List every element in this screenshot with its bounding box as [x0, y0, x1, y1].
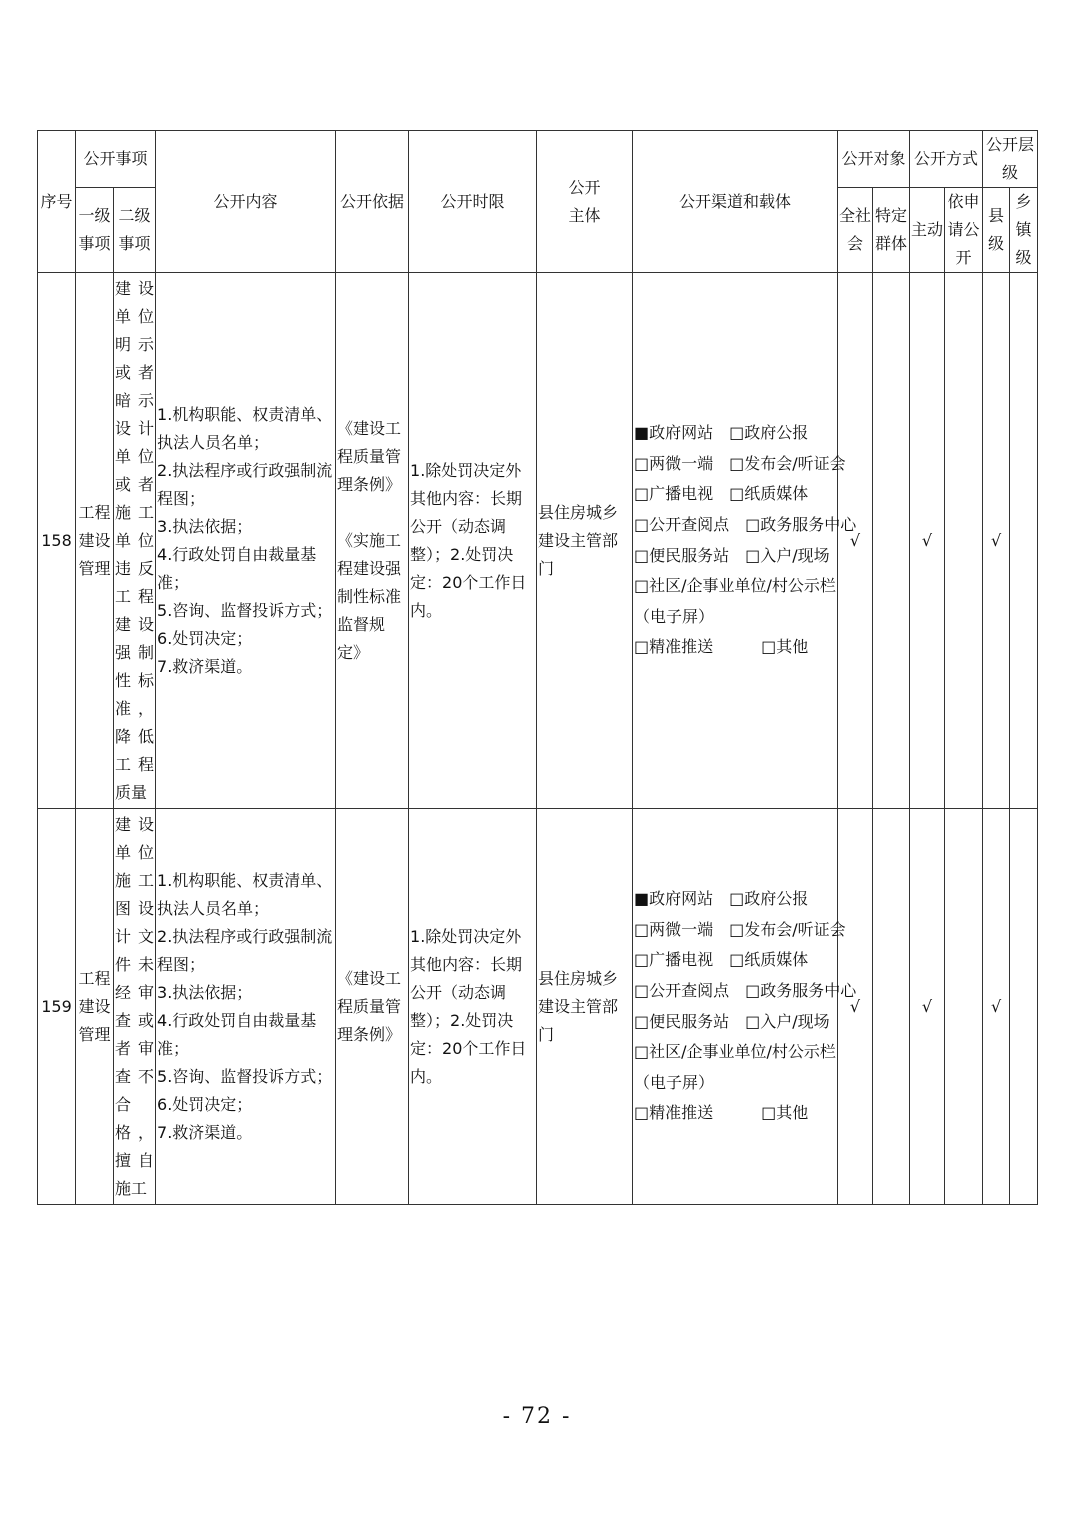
row-level-town	[1010, 809, 1038, 1205]
row-item-l1	[76, 809, 114, 1205]
cell-line: 建 设	[115, 278, 155, 298]
header-seq: 序号	[38, 131, 76, 273]
cell-line: □社区/企事业单位/村公示栏（电子屏）	[634, 1042, 836, 1092]
cell-line: 建 设	[115, 814, 155, 834]
cell-line: □两微一端 □发布会/听证会	[634, 453, 846, 473]
cell-line: 单 位	[115, 530, 155, 550]
cell-line: 1.机构职能、权责清单、执法人员名单；	[157, 870, 333, 918]
header-item-l2: 二级事项	[114, 188, 156, 273]
row-subject: 县住房城乡建设主管部门	[537, 809, 633, 1205]
header-method: 公开方式	[910, 131, 983, 188]
row-seq: 159	[38, 809, 76, 1205]
cell-line: □两微一端 □发布会/听证会	[634, 919, 846, 939]
cell-line: 工 程	[115, 586, 155, 606]
row-channel	[633, 273, 857, 809]
cell-line: 暗 示	[115, 390, 155, 410]
cell-line: 7.救济渠道。	[157, 1122, 253, 1142]
cell-line: 明 示	[115, 334, 155, 354]
cell-line: □精准推送 □其他	[634, 637, 809, 657]
cell-line: 1.机构职能、权责清单、执法人员名单；	[157, 404, 333, 452]
cell-line: 查 或	[115, 1010, 155, 1030]
row-method-active: √	[910, 809, 945, 1205]
row-item-l2	[114, 809, 156, 1205]
cell-line: 《实施工程建设强制性标准监督规定》	[337, 530, 402, 662]
header-method-apply: 依申请公开	[945, 188, 983, 273]
header-level-county: 县级	[983, 188, 1010, 273]
cell-line: 建设	[78, 996, 111, 1016]
cell-line: 2.执法程序或行政强制流程图；	[157, 926, 333, 974]
cell-line: 合	[115, 1094, 132, 1114]
cell-line: 管理	[78, 1024, 111, 1044]
cell-line: 单 位	[115, 446, 155, 466]
row-method-active: √	[910, 273, 945, 809]
row-item-l1	[76, 273, 114, 809]
cell-line: 2.执法程序或行政强制流程图；	[157, 460, 333, 508]
cell-line: ■政府网站 □政府公报	[634, 889, 809, 909]
cell-line: 经 审	[115, 982, 155, 1002]
row-method-apply	[945, 809, 983, 1205]
cell-line: ■政府网站 □政府公报	[634, 423, 809, 443]
header-basis: 公开依据	[336, 131, 409, 273]
cell-line: 5.咨询、监督投诉方式；	[157, 600, 333, 620]
row-target-all: √	[838, 273, 873, 809]
cell-line: 工 程	[115, 754, 155, 774]
row-level-county: √	[983, 273, 1010, 809]
cell-line: 降 低	[115, 726, 155, 746]
header-channel: 公开渠道和载体	[633, 131, 838, 273]
header-method-active: 主动	[910, 188, 945, 273]
cell-line: □公开查阅点 □政务服务中心	[634, 514, 857, 534]
cell-line: 工程	[78, 502, 111, 522]
header-level: 公开层级	[983, 131, 1038, 188]
cell-line: 者 审	[115, 1038, 155, 1058]
cell-line: 违 反	[115, 558, 155, 578]
cell-line: 建 设	[115, 614, 155, 634]
cell-line: 管理	[78, 558, 111, 578]
header-item: 公开事项	[76, 131, 156, 188]
cell-line: 单 位	[115, 842, 155, 862]
cell-line: 4.行政处罚自由裁量基准；	[157, 544, 317, 592]
cell-line: □精准推送 □其他	[634, 1103, 809, 1123]
cell-line: 设 计	[115, 418, 155, 438]
cell-line: 4.行政处罚自由裁量基准；	[157, 1010, 317, 1058]
cell-line: 或 者	[115, 362, 155, 382]
row-method-apply	[945, 273, 983, 809]
header-item-l1: 一级事项	[76, 188, 114, 273]
row-target-group	[873, 273, 910, 809]
row-basis	[336, 273, 409, 809]
row-target-group	[873, 809, 910, 1205]
cell-line: 建设	[78, 530, 111, 550]
cell-line: □便民服务站 □入户/现场	[634, 545, 830, 565]
cell-line: 5.咨询、监督投诉方式；	[157, 1066, 333, 1086]
row-target-all: √	[838, 809, 873, 1205]
cell-line: 施 工	[115, 870, 155, 890]
table-row	[38, 809, 1038, 1205]
header-target: 公开对象	[838, 131, 910, 188]
cell-line: 强 制	[115, 642, 155, 662]
row-time-limit: 1.除处罚决定外其他内容：长期公开（动态调整）；2.处罚决定：20个工作日内。	[409, 273, 537, 809]
cell-line: 件 未	[115, 954, 155, 974]
cell-line: 准 ，	[115, 698, 155, 718]
cell-line: □便民服务站 □入户/现场	[634, 1011, 830, 1031]
cell-line: 3.执法依据；	[157, 982, 253, 1002]
cell-line: 图 设	[115, 898, 155, 918]
header-subject: 公开主体	[537, 131, 633, 273]
row-item-l2	[114, 273, 156, 809]
cell-line: 或 者	[115, 474, 155, 494]
cell-line: 《建设工程质量管理条例》	[337, 968, 402, 1044]
cell-line: 施工	[115, 1178, 148, 1198]
row-time-limit: 1.除处罚决定外其他内容：长期公开（动态调整）；2.处罚决定：20个工作日内。	[409, 809, 537, 1205]
header-level-town: 乡镇级	[1010, 188, 1038, 273]
cell-line: 计 文	[115, 926, 155, 946]
table-row	[38, 273, 1038, 809]
row-seq: 158	[38, 273, 76, 809]
cell-line: 3.执法依据；	[157, 516, 253, 536]
row-basis	[336, 809, 409, 1205]
cell-line: □广播电视 □纸质媒体	[634, 950, 809, 970]
row-content	[156, 273, 336, 809]
cell-line: □广播电视 □纸质媒体	[634, 484, 809, 504]
row-content	[156, 809, 336, 1205]
cell-line: 格 ，	[115, 1122, 155, 1142]
cell-line: 单 位	[115, 306, 155, 326]
cell-line: 6.处罚决定；	[157, 1094, 253, 1114]
cell-line: 质量	[115, 782, 148, 802]
cell-line: 查 不	[115, 1066, 155, 1086]
cell-line: 性 标	[115, 670, 155, 690]
cell-line: □公开查阅点 □政务服务中心	[634, 980, 857, 1000]
cell-line: 7.救济渠道。	[157, 656, 253, 676]
cell-line: 《建设工程质量管理条例》	[337, 418, 402, 494]
cell-line: 擅 自	[115, 1150, 155, 1170]
cell-line: 施 工	[115, 502, 155, 522]
page-number: - 72 -	[502, 1404, 572, 1429]
row-channel	[633, 809, 857, 1205]
cell-line: 工程	[78, 968, 111, 988]
cell-line: 6.处罚决定；	[157, 628, 253, 648]
header-content: 公开内容	[156, 131, 336, 273]
header-row-1	[38, 131, 1038, 188]
row-level-town	[1010, 273, 1038, 809]
cell-line: □社区/企事业单位/村公示栏（电子屏）	[634, 576, 836, 626]
disclosure-table	[37, 130, 1038, 1205]
row-subject: 县住房城乡建设主管部门	[537, 273, 633, 809]
row-level-county: √	[983, 809, 1010, 1205]
header-target-all: 全社会	[838, 188, 873, 273]
header-target-group: 特定群体	[873, 188, 910, 273]
header-time-limit: 公开时限	[409, 131, 537, 273]
